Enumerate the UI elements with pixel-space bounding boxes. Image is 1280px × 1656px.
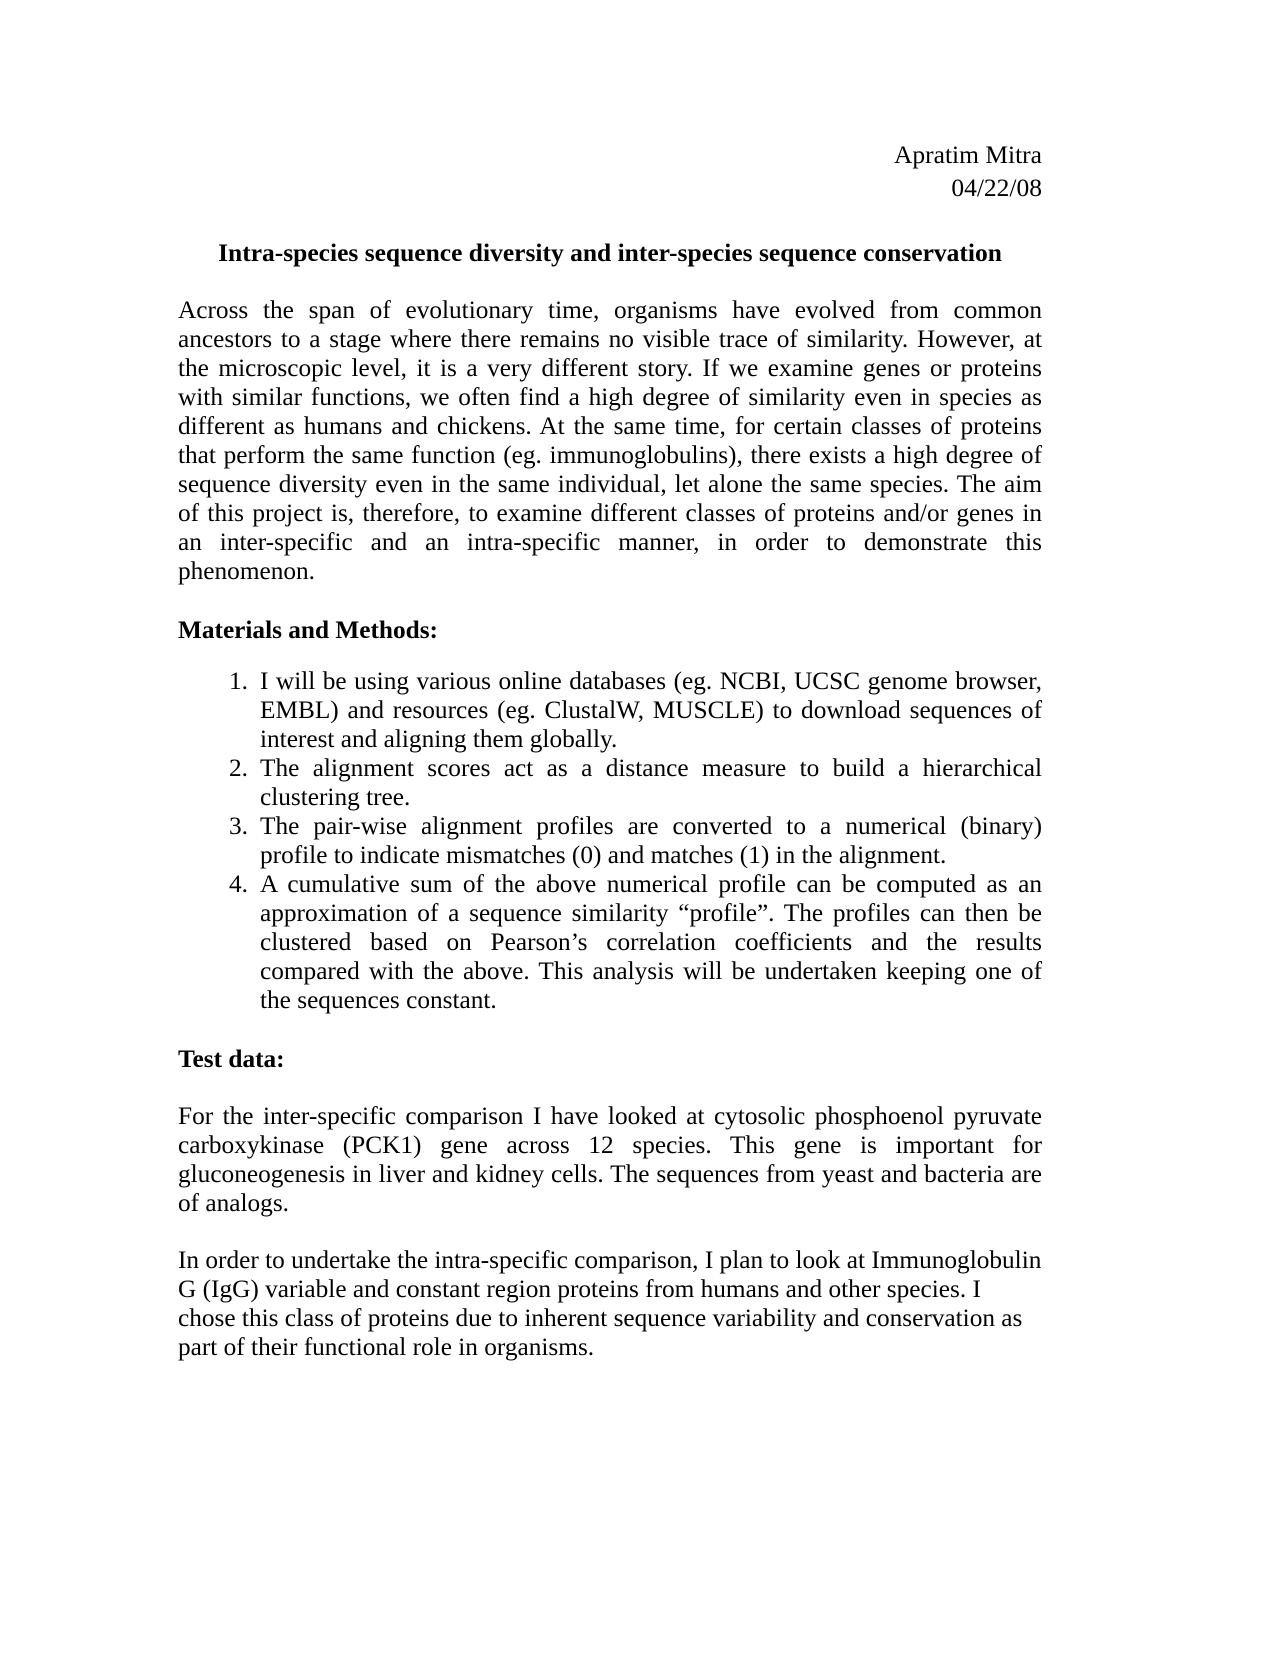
document-date: 04/22/08	[951, 173, 1042, 202]
list-item: The alignment scores act as a distance measure to build a hierarchical clustering tree.	[260, 754, 1042, 811]
document-header	[178, 138, 1042, 204]
test-data-intra-paragraph: In order to undertake the intra-specific comparison, I plan to look at Immunoglobulin G (IgG) variable and constant region proteins from humans and other species. I chose this class of proteins due to inherent sequence variability and conservation as part of their functional role in organisms.	[178, 1246, 1042, 1361]
methods-list	[178, 667, 1042, 1015]
section-heading-materials-and-methods: Materials and Methods:	[178, 616, 438, 644]
author-name: Apratim Mitra	[893, 140, 1042, 169]
section-heading-test-data: Test data:	[178, 1045, 285, 1073]
list-item: I will be using various online databases (eg. NCBI, UCSC genome browser, EMBL) and resources (eg. ClustalW, MUSCLE) to download sequences of interest and aligning them globally.	[260, 667, 1042, 753]
test-data-inter-paragraph: For the inter-specific comparison I have looked at cytosolic phosphoenol pyruvate carboxykinase (PCK1) gene across 12 species. This gene is important for gluconeogenesis in liver and kidney cells. The sequences from yeast and bacteria are of analogs.	[178, 1102, 1042, 1217]
page-title: Intra-species sequence diversity and inter-species sequence conservation	[218, 238, 1002, 267]
list-item: A cumulative sum of the above numerical profile can be computed as an approximation of a sequence similarity “profile”. The profiles can then be clustered based on Pearson’s correlation coefficients and the results compared with the above. This analysis will be undertaken keeping one of the sequences constant.	[260, 870, 1042, 1014]
list-item: The pair-wise alignment profiles are converted to a numerical (binary) profile to indicate mismatches (0) and matches (1) in the alignment.	[260, 812, 1042, 869]
intro-paragraph: Across the span of evolutionary time, organisms have evolved from common ancestors to a stage where there remains no visible trace of similarity. However, at the microscopic level, it is a very different story. If we examine genes or proteins with similar functions, we often find a high degree of similarity even in species as different as humans and chickens. At the same time, for certain classes of proteins that perform the same function (eg. immunoglobulins), there exists a high degree of sequence diversity even in the same individual, let alone the same species. The aim of this project is, therefore, to examine different classes of proteins and/or genes in an inter-specific and an intra-specific manner, in order to demonstrate this phenomenon.	[178, 296, 1042, 585]
